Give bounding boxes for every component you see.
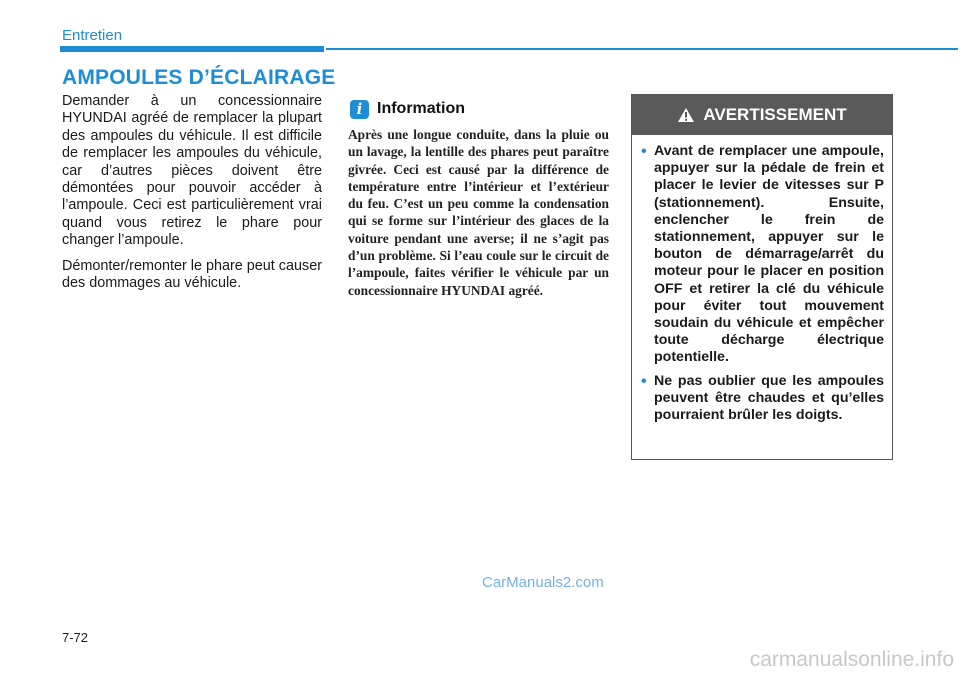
information-title: Information — [377, 100, 465, 117]
header-rule-thin — [326, 48, 958, 50]
warning-item — [641, 143, 884, 367]
info-icon: i — [350, 100, 369, 119]
warning-header — [632, 95, 892, 135]
header-rule-thick — [60, 46, 324, 52]
information-body: Après une longue conduite, dans la pluie ou un lavage, la lentille des phares peut paraître givrée. Ceci est causé par la différence de température entre l’intérieur et l’extérieur du feu. C’est un peu comme la condensation qui se forme sur l’intérieur des glaces de la voiture pendant une averse; il ne s’agit pas d’un problème. Si l’eau coule sur le circuit de l’ampoule, faites vérifier le véhicule par un concessionnaire HYUNDAI agréé. — [348, 127, 609, 298]
page-number: 7-72 — [62, 630, 89, 645]
warning-box — [631, 94, 893, 460]
site-watermark: carmanualsonline.info — [749, 648, 954, 671]
intro-paragraph: Démonter/remonter le phare peut causer des dommages au véhicule. — [62, 257, 322, 292]
warning-item-text: Avant de remplacer une ampoule, appuyer sur la pédale de frein et placer le levier de vitesses sur P (stationnement). Ensuite, enclencher le frein de stationnement, appuyer sur le bouton de démarrage/arrêt du moteur pour le placer en position OFF et retirer la clé du véhicule pour éviter tout mouvement soudain du véhicule et empêcher toute décharge électrique potentielle. — [654, 143, 884, 366]
page-title: AMPOULES D’ÉCLAIRAGE — [62, 66, 336, 89]
warning-title: AVERTISSEMENT — [703, 105, 847, 124]
bullet-icon: • — [641, 143, 647, 160]
warning-triangle-icon — [677, 107, 695, 123]
intro-column — [62, 93, 322, 300]
intro-paragraph: Demander à un concessionnaire HYUNDAI agréé de remplacer la plupart des ampoules du véhicule. Il est difficile de remplacer les ampoules du véhicule, car d’autres pièces doivent être démontées pour pouvoir accéder à l’ampoule. Ceci est particulièrement vrai quand vous retirez le phare pour changer l’ampoule. — [62, 93, 322, 249]
bullet-icon: • — [641, 372, 647, 390]
section-label: Entretien — [62, 27, 123, 44]
warning-list — [632, 135, 892, 424]
warning-item — [641, 372, 884, 425]
warning-item-text: Ne pas oublier que les ampoules peuvent être chaudes et qu’elles pourraient brûler les doigts. — [654, 372, 884, 424]
information-header — [350, 98, 465, 120]
watermark-link[interactable]: CarManuals2.com — [482, 574, 604, 591]
